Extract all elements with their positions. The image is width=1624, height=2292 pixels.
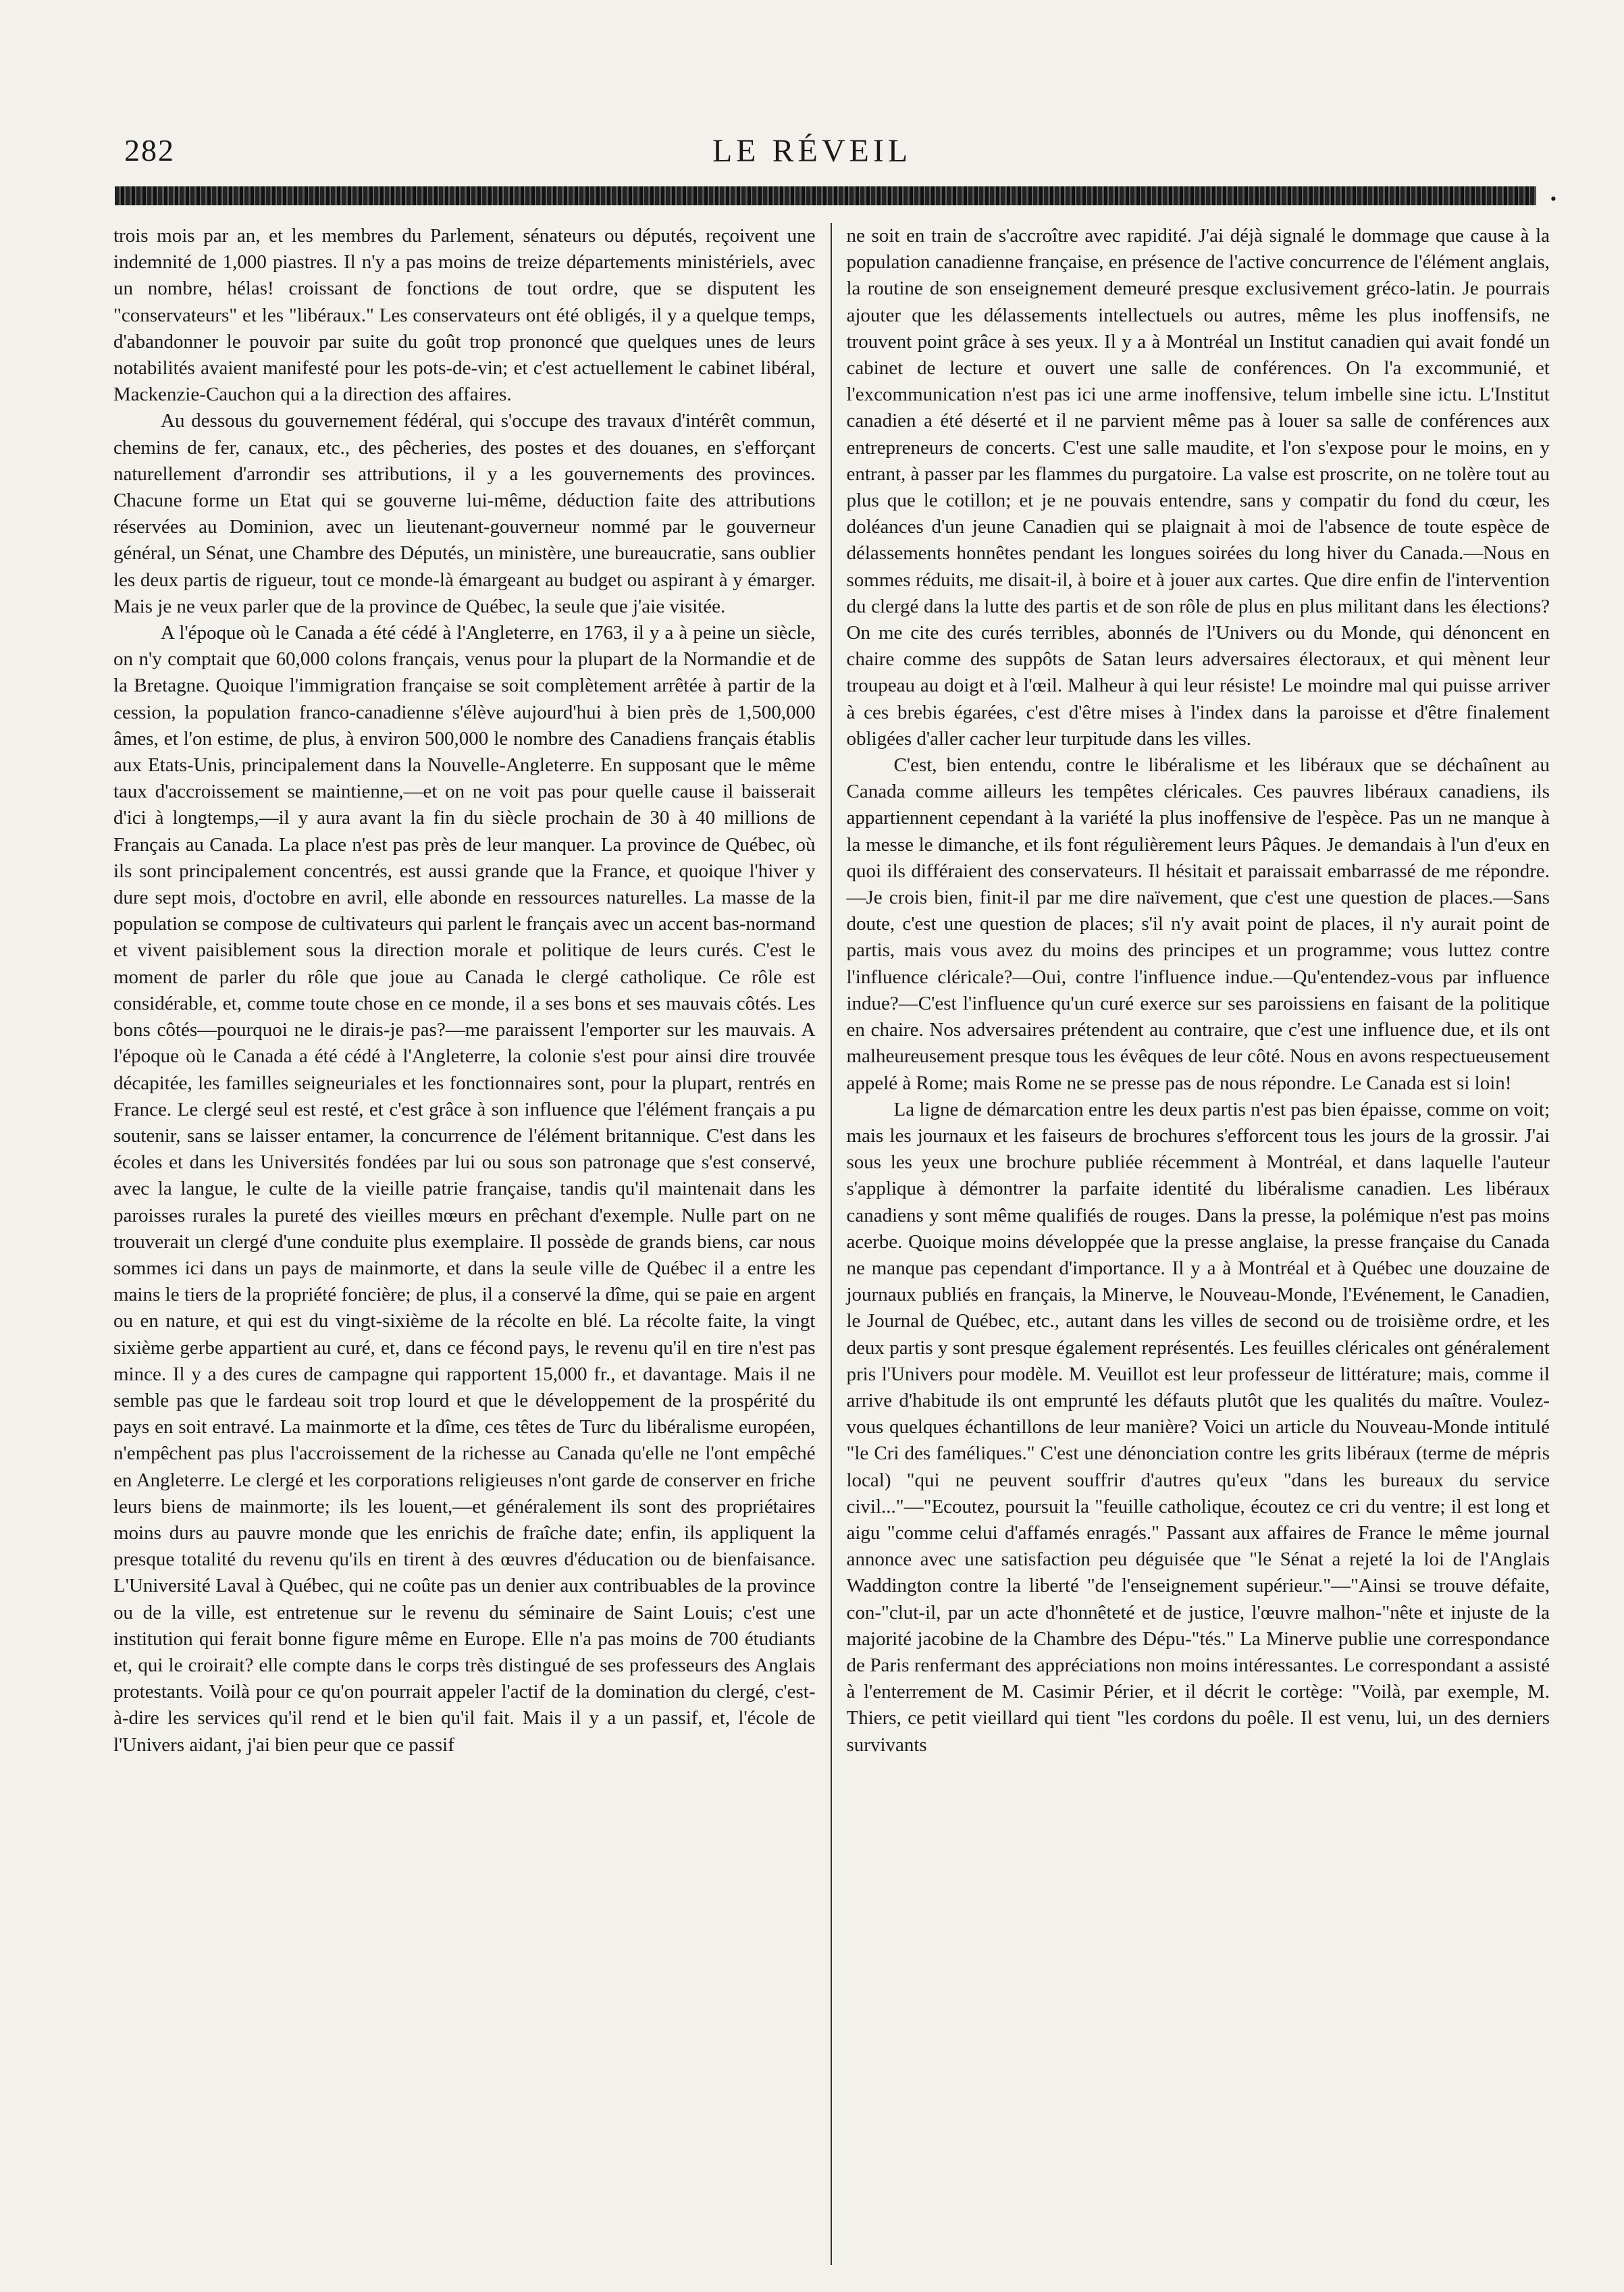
rule-ornament: • (1550, 189, 1556, 209)
page-number: 282 (124, 133, 175, 167)
paragraph: Au dessous du gouvernement fédéral, qui s'occupe des travaux d'intérêt commun, chemins de fer, canaux, etc., des pêcheries, des postes et des douanes, en s'efforçant naturellement d'arrondir ses attributions, il y a les gouvernements des provinces. Chacune forme un Etat qui se gouverne lui-même, déduction faite des attributions réservées au Dominion, avec un lieutenant-gouverneur nommé par le gouverneur général, un Sénat, une Chambre des Députés, un ministère, une bureaucratie, sans oublier les deux partis de rigueur, tout ce monde-là émargeant au budget ou aspirant à y émarger. Mais je ne veux parler que de la province de Québec, la seule que j'aie visitée. (113, 410, 816, 617)
paragraph: A l'époque où le Canada a été cédé à l'Angleterre, en 1763, il y a à peine un siècle, on n'y comptait que 60,000 colons français, venus pour la plupart de la Normandie et de la Bretagne. Quoique l'immigration française se soit complètement arrêtée à partir de la cession, la population franco-canadienne s'élève aujourd'hui à bien près de 1,500,000 âmes, et l'on estime, de plus, à environ 500,000 le nombre des Canadiens français établis aux Etats-Unis, principalement dans la Nouvelle-Angleterre. En supposant que le même taux d'accroissement se maintienne,—et on ne voit pas pour quelle cause il baisserait d'ici à longtemps,—il y aura avant la fin du siècle prochain de 30 à 40 millions de Français au Canada. La place n'est pas près de leur manquer. La province de Québec, où ils sont principalement concentrés, est aussi grande que la France, et quoique l'hiver y dure sept mois, d'octobre en avril, elle abonde en ressources naturelles. La masse de la population se compose de cultivateurs qui parlent le français avec un accent bas-normand et vivent paisiblement sous la direction morale et politique de leurs curés. C'est le moment de parler du rôle que joue au Canada le clergé catholique. Ce rôle est considérable, et, comme toute chose en ce monde, il a ses bons et ses mauvais côtés. Les bons côtés—pourquoi ne le dirais-je pas?—me paraissent l'emporter sur les mauvais. A l'époque où le Canada a été cédé à l'Angleterre, la colonie s'est pour ainsi dire trouvée décapitée, les familles seigneuriales et les fonctionnaires sont, pour la plupart, rentrés en France. Le clergé seul est resté, et c'est grâce à son influence que l'élément français a pu soutenir, sans se laisser entamer, la concurrence de l'élément britannique. C'est dans les écoles et dans les Universités fondées par lui ou sous son patronage que s'est conservé, avec la langue, le culte de la vieille patrie française, tandis qu'il maintenait dans les paroisses rurales la pureté des vieilles mœurs en prêchant d'exemple. Nulle part on ne trouverait un clergé d'une conduite plus exemplaire. Il possède de grands biens, car nous sommes ici dans un pays de mainmorte, et dans la seule ville de Québec il a entre les mains le tiers de la propriété foncière; de plus, il a conservé la dîme, qui se paie en argent ou en nature, et qui est du vingt-sixième de la récolte en blé. La récolte faite, la vingt sixième gerbe appartient au curé, et, dans ce fécond pays, le revenu qu'il en tire n'est pas mince. Il y a des cures de campagne qui rapportent 15,000 fr., et davantage. Mais il ne semble pas que le fardeau soit trop lourd et que le développement de la prospérité du pays en soit entravé. La mainmorte et la dîme, ces têtes de Turc du libéralisme européen, n'empêchent pas plus l'accroissement de la richesse au Canada qu'elle ne l'ont empêché en Angleterre. Le clergé et les corporations religieuses n'ont garde de conserver en friche leurs biens de mainmorte; ils les louent,—et généralement ils sont des propriétaires moins durs au pauvre monde que les enrichis de fraîche date; enfin, ils appliquent la presque totalité du revenu qu'ils en tirent à des œuvres d'éducation ou de bienfaisance. L'Université Laval à Québec, qui ne coûte pas un denier aux contribuables de la province ou de la ville, est entretenue sur le revenu du séminaire de Saint Louis; c'est une institution qui ferait bonne figure même en Europe. Elle n'a pas moins de 700 étudiants et, qui le croirait? elle compte dans le corps très distingué de ses professeurs des Anglais protestants. Voilà pour ce qu'on pourrait appeler l'actif de la domination du clergé, c'est-à-dire les services qu'il rend et le bien qu'il fait. Mais il y a un passif, et, l'école de l'Univers aidant, j'ai bien peur que ce passif (113, 622, 816, 1756)
right-column (832, 223, 1550, 2265)
paragraph: La ligne de démarcation entre les deux partis n'est pas bien épaisse, comme on voit; mais les journaux et les faiseurs de brochures s'efforcent tous les jours de la grossir. J'ai sous les yeux une brochure publiée récemment à Montréal, et dans laquelle l'auteur s'applique à démontrer la parfaite identité du libéralisme canadien. Les libéraux canadiens y sont même qualifiés de rouges. Dans la presse, la polémique n'est pas moins acerbe. Quoique moins développée que la presse anglaise, la presse française du Canada ne manque pas cependant d'importance. Il y a à Montréal et à Québec une douzaine de journaux publiés en français, la Minerve, le Nouveau-Monde, l'Evénement, le Canadien, le Journal de Québec, etc., autant dans les villes de second ou de troisième ordre, et les deux partis y sont presque également représentés. Les feuilles cléricales ont généralement pris l'Univers pour modèle. M. Veuillot est leur professeur de littérature; mais, comme il arrive d'habitude ils ont emprunté les défauts plutôt que les qualités du maître. Voulez-vous quelques échantillons de leur manière? Voici un article du Nouveau-Monde intitulé "le Cri des faméliques." C'est une dénonciation contre les grits libéraux (terme de mépris local) "qui ne peuvent souffrir d'autres qu'eux "dans les bureaux du service civil..."—"Ecoutez, poursuit la "feuille catholique, écoutez ce cri du ventre; il est long et aigu "comme celui d'affamés enragés." Passant aux affaires de France le même journal annonce avec une satisfaction peu déguisée que "le Sénat a rejeté la loi de l'Anglais Waddington contre la liberté "de l'enseignement supérieur."—"Ainsi se trouve défaite, con-"clut-il, par un acte d'honnêteté et de justice, l'œuvre malhon-"nête et injuste de la majorité jacobine de la Chambre des Dépu-"tés." La Minerve publie une correspondance de Paris renfermant des appréciations non moins intéressantes. Le correspondant a assisté à l'enterrement de M. Casimir Périer, et il décrit le cortège: "Voilà, par exemple, M. Thiers, ce petit vieillard qui tient "les cordons du poêle. Il est venu, lui, un des derniers survivants (846, 1098, 1550, 1756)
paragraph: ne soit en train de s'accroître avec rapidité. J'ai déjà signalé le dommage que cause à la population canadienne française, en présence de l'active concurrence de l'élément anglais, la routine de son enseignement demeuré presque exclusivement gréco-latin. Je pourrais ajouter que les délassements intellectuels ou autres, même les plus inoffensifs, ne trouvent point grâce à ses yeux. Il y a à Montréal un Institut canadien qui avait fondé un cabinet de lecture et ouvert une salle de conférences. On l'a excommunié, et l'excommunication n'est pas ici une arme inoffensive, telum imbelle sine ictu. L'Institut canadien a été déserté et il ne parvient même pas à louer sa salle de conférences aux entrepreneurs de concerts. C'est une salle maudite, et l'on s'expose pour le moins, en y entrant, à passer par les flammes du purgatoire. La valse est proscrite, on ne tolère tout au plus que le cotillon; et je ne pouvais entendre, sans y compatir du fond du cœur, les doléances d'un jeune Canadien qui se plaignait à moi de l'absence de toute espèce de délassements honnêtes pendant les longues soirées du long hiver du Canada.—Nous en sommes réduits, me disait-il, à boire et à jouer aux cartes. Que dire enfin de l'intervention du clergé dans la lutte des partis et de son rôle de plus en plus militant dans les élections? On me cite des curés terribles, abonnés de l'Univers ou du Monde, qui dénoncent en chaire comme des suppôts de Satan leurs adversaires électoraux, et qui mènent leur troupeau au doigt et à l'œil. Malheur à qui leur résiste! Le moindre mal qui puisse arriver à ces brebis égarées, c'est d'être mises à l'index dans la paroisse et d'être finalement obligées d'aller cacher leur turpitude dans les villes. (846, 225, 1550, 750)
text-columns (113, 223, 1550, 2265)
header-rule (115, 186, 1536, 205)
paragraph: trois mois par an, et les membres du Parlement, sénateurs ou députés, reçoivent une indemnité de 1,000 piastres. Il n'y a pas moins de treize départements ministériels, avec un nombre, hélas! croissant de fonctions de tout ordre, que se disputent les "conservateurs" et les "libéraux." Les conservateurs ont été obligés, il y a quelque temps, d'abandonner le pouvoir par suite du goût trop prononcé que quelques unes de leurs notabilités avaient manifesté pour les pots-de-vin; et c'est actuellement le cabinet libéral, Mackenzie-Cauchon qui a la direction des affaires. (113, 225, 816, 406)
paragraph: C'est, bien entendu, contre le libéralisme et les libéraux que se déchaînent au Canada comme ailleurs les tempêtes cléricales. Ces pauvres libéraux canadiens, ils appartiennent cependant à la variété la plus inoffensive de l'espèce. Pas un ne manque à la messe le dimanche, et ils font régulièrement leurs Pâques. Je demandais à l'un d'eux en quoi ils différaient des conservateurs. Il hésitait et paraissait embarrassé de me répondre.—Je crois bien, finit-il par me dire naïvement, que c'est une question de places.—Sans doute, c'est une question de places; s'il n'y avait point de places, il n'y aurait point de partis, mais vous avez du moins des principes et un programme; vous luttez contre l'influence cléricale?—Oui, contre l'influence indue.—Qu'entendez-vous par influence indue?—C'est l'influence qu'un curé exerce sur ses paroissiens en faisant de la politique en chaire. Nos adversaires prétendent au contraire, que c'est une influence due, et ils ont malheureusement presque tous les évêques de leur côté. Nous en avons respectueusement appelé à Rome; mais Rome ne se presse pas de nous répondre. Le Canada est si loin! (846, 754, 1550, 1094)
journal-title: LE RÉVEIL (712, 133, 912, 169)
page-header (108, 132, 1516, 180)
left-column (113, 223, 832, 2265)
